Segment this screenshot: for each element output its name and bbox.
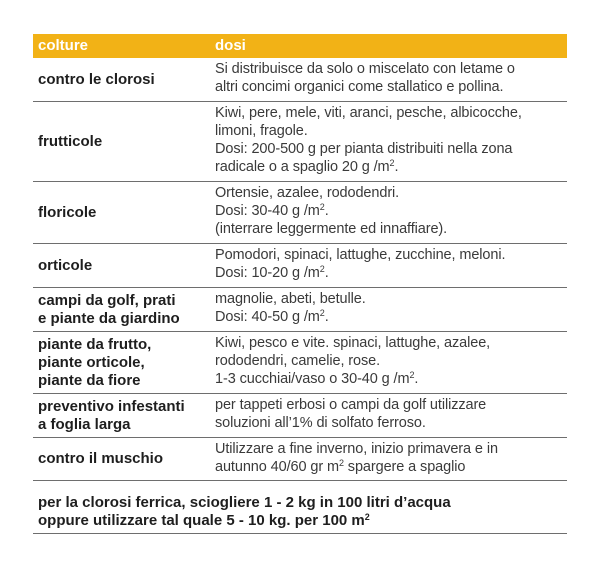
dose-line: Dosi: 10-20 g $/m^2$. xyxy=(215,264,329,281)
crop-name-line: piante da frutto, xyxy=(38,335,152,353)
footer-note xyxy=(38,494,568,530)
crop-name-line: piante orticole, xyxy=(38,353,145,371)
table-row xyxy=(33,394,567,438)
dose-line: Utilizzare a fine inverno, inizio primavera e in xyxy=(215,441,498,457)
dose-description xyxy=(215,104,567,176)
footer-line: oppure utilizzare tal quale 5 - 10 kg. per 100 $m^2$ xyxy=(38,512,370,529)
table-row xyxy=(33,182,567,244)
crop-name xyxy=(38,58,210,101)
dose-line: autunno 40/60 gr $m^2$ spargere a spaglio xyxy=(215,458,466,475)
table-row xyxy=(33,332,567,394)
dose-line: rododendri, camelie, rose. xyxy=(215,353,381,369)
table-row xyxy=(33,58,567,102)
table-row xyxy=(33,102,567,182)
crop-name xyxy=(38,288,210,331)
dose-line: altri concimi organici come stallatico e pollina. xyxy=(215,79,504,95)
footer-line: per la clorosi ferrica, sciogliere 1 - 2 kg in 100 litri d’acqua xyxy=(38,494,451,511)
dose-description xyxy=(215,290,567,326)
dose-description xyxy=(215,184,567,238)
dosage-table xyxy=(33,34,567,481)
crop-name-line: e piante da giardino xyxy=(38,309,180,327)
dose-line: (interrare leggermente ed innaffiare). xyxy=(215,221,448,237)
dose-description xyxy=(215,334,567,388)
table-body xyxy=(33,58,567,481)
dose-line: Si distribuisce da solo o miscelato con letame o xyxy=(215,61,515,77)
dose-line: Ortensie, azalee, rododendri. xyxy=(215,185,400,201)
crop-name-line: floricole xyxy=(38,203,97,221)
dose-line: Dosi: 40-50 g $/m^2$. xyxy=(215,308,329,325)
crop-name xyxy=(38,102,210,181)
dose-description xyxy=(215,440,567,476)
crop-name xyxy=(38,394,210,437)
crop-name-line: piante da fiore xyxy=(38,371,141,389)
crop-name-line: campi da golf, prati xyxy=(38,291,176,309)
header-colture: colture xyxy=(38,37,89,54)
crop-name-line: preventivo infestanti xyxy=(38,397,185,415)
dose-description xyxy=(215,246,567,282)
crop-name-line: frutticole xyxy=(38,132,103,150)
dose-line: 1-3 cucchiai/vaso o 30-40 g $/m^2$. xyxy=(215,370,419,387)
dose-line: Kiwi, pere, mele, viti, aranci, pesche, albicocche, xyxy=(215,105,522,121)
dose-description xyxy=(215,60,567,96)
dose-line: Dosi: 200-500 g per pianta distribuiti nella zona xyxy=(215,141,513,157)
dose-line: Pomodori, spinaci, lattughe, zucchine, meloni. xyxy=(215,247,506,263)
crop-name-line: orticole xyxy=(38,256,93,274)
crop-name xyxy=(38,182,210,243)
dose-line: per tappeti erbosi o campi da golf utilizzare xyxy=(215,397,487,413)
dose-line: soluzioni all’1% di solfato ferroso. xyxy=(215,415,426,431)
crop-name-line: a foglia larga xyxy=(38,415,131,433)
dose-description xyxy=(215,396,567,432)
dose-line: Dosi: 30-40 g $/m^2$. xyxy=(215,202,329,219)
table-row xyxy=(33,288,567,332)
crop-name-line: contro il muschio xyxy=(38,450,164,467)
table-header xyxy=(33,34,567,58)
dose-line: Kiwi, pesco e vite. spinaci, lattughe, azalee, xyxy=(215,335,491,351)
table-row xyxy=(33,244,567,288)
dose-line: limoni, fragole. xyxy=(215,123,308,139)
crop-name-line: contro le clorosi xyxy=(38,70,155,88)
crop-name xyxy=(38,438,210,480)
table-row xyxy=(33,438,567,481)
crop-name xyxy=(38,244,210,287)
footer-rule xyxy=(33,533,567,534)
dose-line: magnolie, abeti, betulle. xyxy=(215,291,366,307)
dose-line: radicale o a spaglio 20 g $/m^2$. xyxy=(215,158,399,175)
header-dosi: dosi xyxy=(215,37,246,54)
crop-name xyxy=(38,332,210,393)
